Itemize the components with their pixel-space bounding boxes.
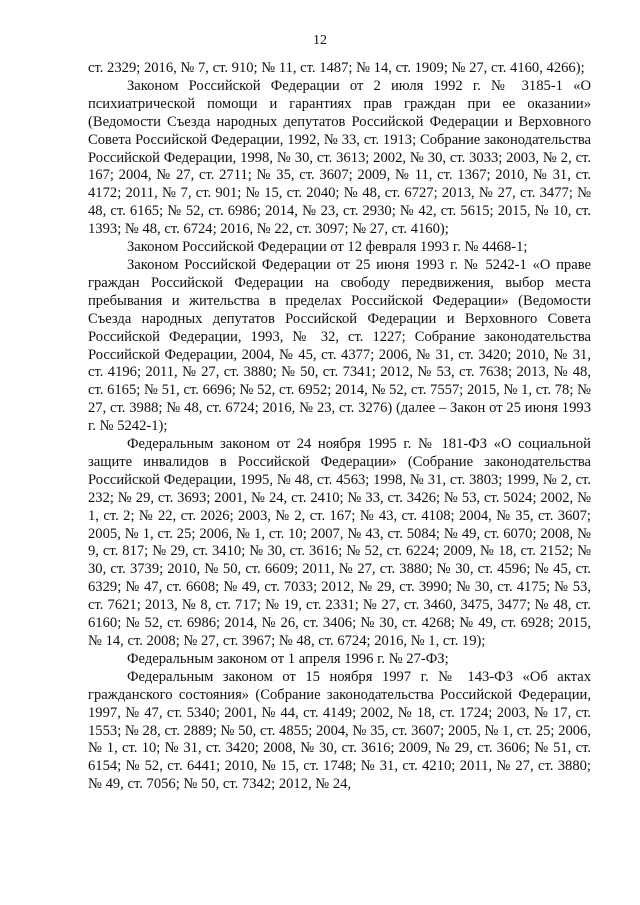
paragraph-law-4468-1: Законом Российской Федерации от 12 февраля 1993 г. № 4468-1; [127,239,528,256]
paragraph-law-3185-1: Законом Российской Федерации от 2 июля 1992 г. № 3185-1 «О психиатрической помощи и гарантиях прав граждан при ее оказании» (Ведомости Съезда народных депутатов Российской Федерации и Верховного Совета Российской Федерации, 1992, № 33, ст. 1913; Собрание законодательства Российской Федерации, 1998, № 30, ст. 3613; 2002, № 30, ст. 3033; 2003, № 2, ст. 167; 2004, № 27, ст. 2711; № 35, ст. 3607; 2009, № 11, ст. 1367; 2010, № 31, ст. 4172; 2011, № 7, ст. 901; № 15, ст. 2040; № 48, ст. 6727; 2013, № 27, ст. 3477; № 48, ст. 6165; № 52, ст. 6986; 2014, № 23, ст. 2930; № 42, ст. 5615; 2015, № 10, ст. 1393; № 48, ст. 6724; 2016, № 22, ст. 3097; № 27, ст. 4160); [88,77,591,238]
paragraph-continuation: ст. 2329; 2016, № 7, ст. 910; № 11, ст. 1487; № 14, ст. 1909; № 27, ст. 4160, 4266); [88,60,585,76]
paragraph-law-27-fz: Федеральным законом от 1 апреля 1996 г. № 27-ФЗ; [127,650,449,667]
paragraph-law-181-fz: Федеральным законом от 24 ноября 1995 г. № 181-ФЗ «О социальной защите инвалидов в Российской Федерации» (Собрание законодательства Российской Федерации, 1995, № 48, ст. 4563; 1998, № 31, ст. 3803; 1999, № 2, ст. 232; № 29, ст. 3693; 2001, № 24, ст. 2410; № 33, ст. 3426; № 53, ст. 5024; 2002, № 1, ст. 2; № 22, ст. 2026; 2003, № 2, ст. 167; № 43, ст. 4108; 2004, № 35, ст. 3607; 2005, № 1, ст. 25; 2006, № 1, ст. 10; 2007, № 43, ст. 5084; № 49, ст. 6070; 2008, № 9, ст. 817; № 29, ст. 3410; № 30, ст. 3616; № 52, ст. 6224; 2009, № 18, ст. 2152; № 30, ст. 3739; 2010, № 50, ст. 6609; 2011, № 27, ст. 3880; № 30, ст. 4596; № 45, ст. 6329; № 47, ст. 6608; № 49, ст. 7033; 2012, № 29, ст. 3990; № 30, ст. 4175; № 53, ст. 7621; 2013, № 8, ст. 717; № 19, ст. 2331; № 27, ст. 3460, 3475, 3477; № 48, ст. 6160; № 52, ст. 6986; 2014, № 26, ст. 3406; № 30, ст. 4268; № 49, ст. 6928; 2015, № 14, ст. 2008; № 27, ст. 3967; № 48, ст. 6724; 2016, № 1, ст. 19); [88,436,591,649]
paragraph-law-5242-1: Законом Российской Федерации от 25 июня 1993 г. № 5242-1 «О праве граждан Российской Федерации на свободу передвижения, выбор места пребывания и жительства в пределах Российской Федерации» (Ведомости Съезда народных депутатов Российской Федерации и Верховного Совета Российской Федерации, 1993, № 32, ст. 1227; Собрание законодательства Российской Федерации, 2004, № 45, ст. 4377; 2006, № 31, ст. 3420; 2010, № 31, ст. 4196; 2011, № 27, ст. 3880; № 50, ст. 7341; 2012, № 53, ст. 7638; 2013, № 48, ст. 6165; № 51, ст. 6696; № 52, ст. 6952; 2014, № 52, ст. 7557; 2015, № 1, ст. 78; № 27, ст. 3988; № 48, ст. 6724; 2016, № 23, ст. 3276) (далее – Закон от 25 июня 1993 г. № 5242-1); [88,256,591,435]
paragraph-law-143-fz: Федеральным законом от 15 ноября 1997 г. № 143-ФЗ «Об актах гражданского состояния» (Собрание законодательства Российской Федерации, 1997, № 47, ст. 5340; 2001, № 44, ст. 4149; 2002, № 18, ст. 1724; 2003, № 17, ст. 1553; № 28, ст. 2889; № 50, ст. 4855; 2004, № 35, ст. 3607; 2005, № 1, ст. 25; 2006, № 1, ст. 10; № 31, ст. 3420; 2008, № 30, ст. 3616; 2009, № 29, ст. 3606; № 51, ст. 6154; № 52, ст. 6441; 2010, № 15, ст. 1748; № 31, ст. 4210; 2011, № 27, ст. 3880; № 49, ст. 7056; № 50, ст. 7342; 2012, № 24, [88,668,591,793]
page-number: 12 [313,33,327,48]
document-body [88,60,591,794]
